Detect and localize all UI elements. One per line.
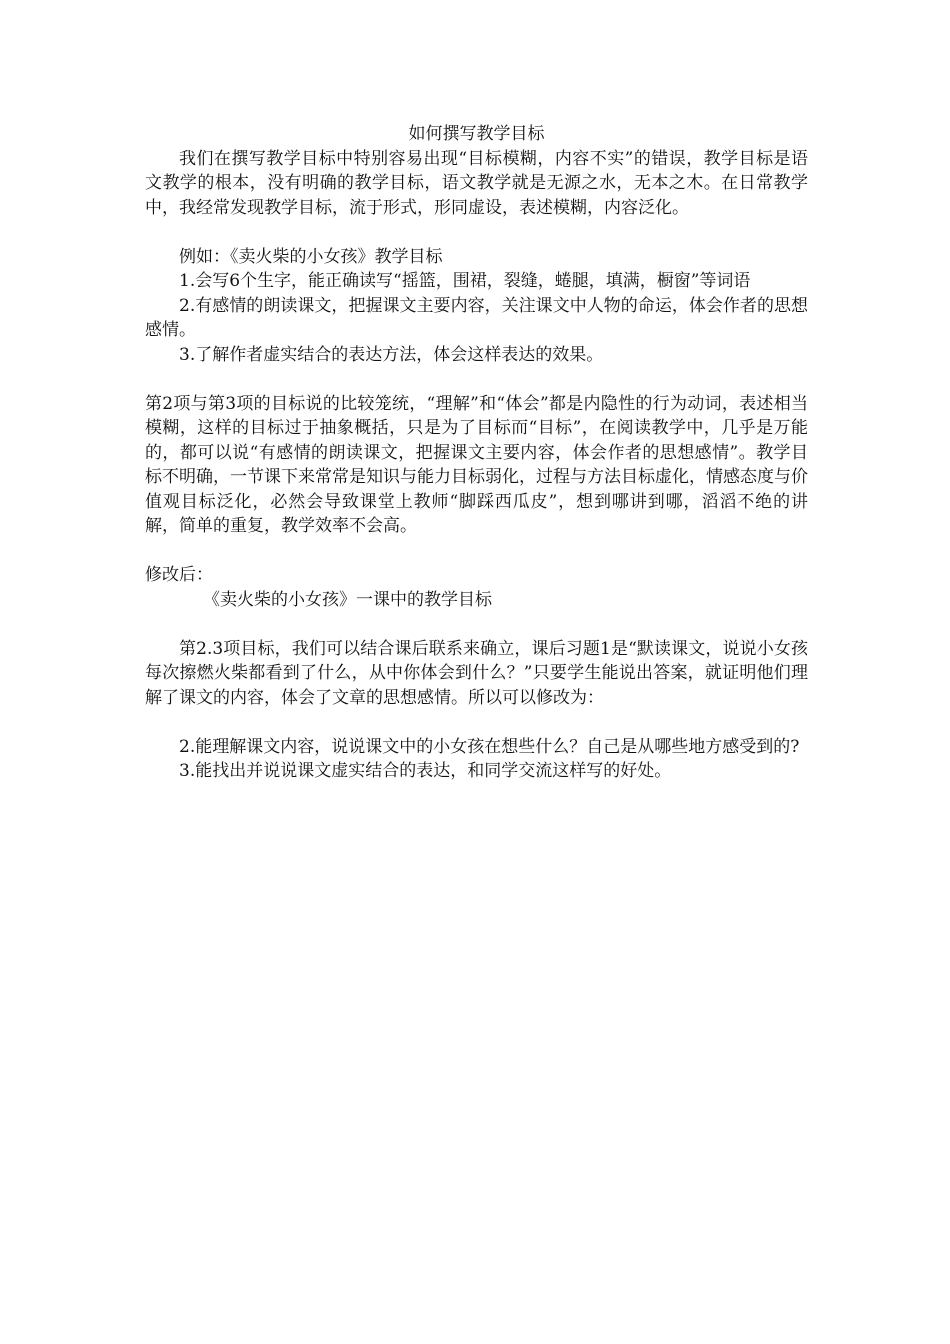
- revised-label: 修改后：: [145, 565, 213, 585]
- intro-paragraph: 我们在撰写教学目标中特别容易出现“目标模糊，内容不实”的错误，教学目标是语文教学的根本，没有明确的教学目标，语文教学就是无源之水，无本之木。在日常教学中，我经常发现教学目标，流于形式，形同虚设，表述模糊，内容泛化。: [145, 148, 808, 218]
- revised-subtitle: 《卖火柴的小女孩》一课中的教学目标: [203, 589, 492, 610]
- example-item-3: 3.了解作者虚实结合的表达方法，体会这样表达的效果。: [179, 344, 604, 365]
- example-item-1: 1.会写6个生字，能正确读写“摇篮，围裙，裂缝，蜷腿，填满，橱窗”等词语: [179, 271, 751, 291]
- example-item-2: 2.有感情的朗读课文，把握课文主要内容，关注课文中人物的命运，体会作者的思想感情。: [145, 295, 808, 340]
- revised-item-2: 2.能理解课文内容，说说课文中的小女孩在想些什么？自己是从哪些地方感受到的?: [179, 736, 800, 757]
- example-heading: 例如：《卖火柴的小女孩》教学目标: [179, 246, 443, 267]
- revised-explanation: 第2.3项目标，我们可以结合课后联系来确立，课后习题1是“默读课文，说说小女孩每次擦燃火柴都看到了什么，从中你体会到什么？”只要学生能说出答案，就证明他们理解了课文的内容，体会了文章的思想感情。所以可以修改为：: [145, 638, 808, 708]
- document-page: [145, 122, 808, 784]
- blank-line: [145, 539, 808, 564]
- blank-line: [145, 367, 808, 392]
- blank-line: [145, 710, 808, 735]
- blank-line: [145, 220, 808, 245]
- document-title: 如何撰写教学目标: [408, 124, 545, 144]
- revised-item-3: 3.能找出并说说课文虚实结合的表达，和同学交流这样写的好处。: [179, 761, 672, 781]
- blank-line: [145, 612, 808, 637]
- analysis-paragraph: 第2项与第3项的目标说的比较笼统，“理解”和“体会”都是内隐性的行为动词，表述相当模糊，这样的目标过于抽象概括，只是为了目标而“目标”，在阅读教学中，几乎是万能的，都可以说“有感情的朗读课文，把握课文主要内容，体会作者的思想感情”。教学目标不明确，一节课下来常常是知识与能力目标弱化，过程与方法目标虚化，情感态度与价值观目标泛化，必然会导致课堂上教师“脚踩西瓜皮”，想到哪讲到哪，滔滔不绝的讲解，简单的重复，教学效率不会高。: [145, 393, 808, 536]
